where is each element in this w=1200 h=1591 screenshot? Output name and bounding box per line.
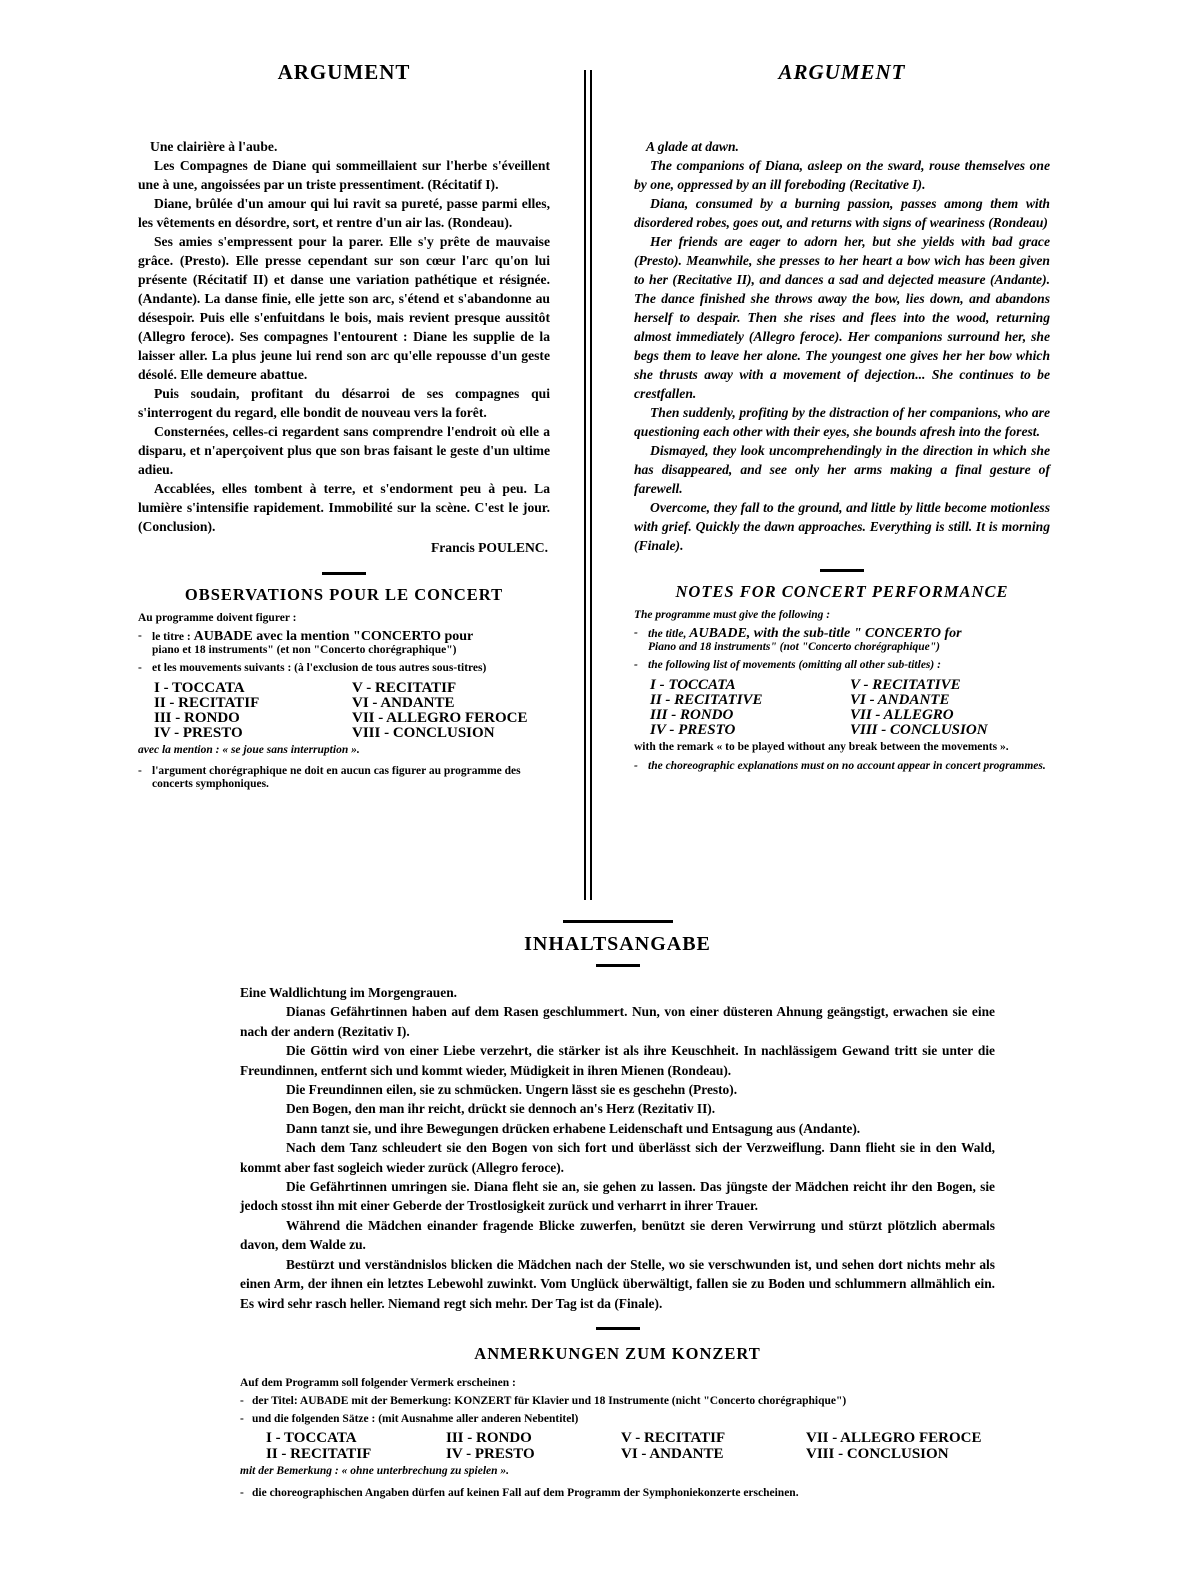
movement-item: VI - ANDANTE (352, 695, 455, 711)
german-paragraph: Während die Mädchen einander fragende Blicke zuwerfen, benützt sie deren Verwirrung und stürzt plötzlich abermals davon, dem Walde zu. (240, 1217, 995, 1253)
german-mention: mit der Bemerkung : « ohne unterbrechung zu spielen ». (240, 1464, 510, 1477)
english-concert-title: NOTES FOR CONCERT PERFORMANCE (675, 582, 1009, 601)
english-paragraph: The companions of Diana, asleep on the sward, rouse themselves one by one, oppressed by an ill foreboding (Recitative I). (634, 158, 1050, 192)
french-bullet-argument: - l'argument chorégraphique ne doit en aucun cas figurer au programme des concerts symphoniques. (138, 765, 550, 791)
french-paragraph: Ses amies s'empressent pour la parer. Elle s'y prête de mauvaise grâce. (Presto). Elle presse cependant sur son cœur l'arc qu'on lui présente (Récitatif II) et danse une variation pathétique et résignée. (Andante). La danse finie, elle jette son arc, s'étend et s'abandonne au désespoir. Puis elle s'enfuitdans le bois, mais revient presque aussitôt (Allegro feroce). Ses compagnes l'entourent : Diane les supplie de la laisser aller. La plus jeune lui rend son arc qu'elle repousse d'un geste désolé. Elle demeure abattue. (138, 234, 550, 382)
english-paragraph: A glade at dawn. (646, 139, 739, 154)
english-bullet-title (634, 627, 1050, 654)
separator (596, 964, 640, 967)
german-paragraph: Die Freundinnen eilen, sie zu schmücken. Ungern lässt sie es geschehn (Presto). (286, 1082, 738, 1098)
movement-item: V - RECITATIVE (850, 677, 961, 693)
signature: Francis POULENC. (430, 540, 548, 555)
english-paragraph: Her friends are eager to adorn her, but she yields with bad grace (Presto). Meanwhile, she presses to her heart a bow wich has been given to her (Recitative II), and dances a sad and dejected measure (Andante). The dance finished she throws away the bow, lies down, and abandons herself to despair. Then she rises and flees into the wood, returning almost immediately (Allegro feroce). Her companions surround her, she begs them to leave her alone. The youngest one gives her her bow which she thrusts away with a movement of dejection... She continues to be crestfallen. (634, 234, 1050, 401)
column-divider-left (584, 70, 586, 900)
english-paragraph: Then suddenly, profiting by the distraction of her companions, who are questioning each other with their eyes, she bounds afresh into the forest. (634, 405, 1050, 439)
german-section (240, 920, 995, 1500)
german-movements-list (266, 1430, 995, 1462)
german-paragraph: Dann tanzt sie, und ihre Bewegungen drücken erhabene Leidenschaft und Entsagung aus (Andante). (286, 1120, 861, 1136)
german-paragraph: Dianas Gefährtinnen haben auf dem Rasen geschlummert. Nun, von einer düsteren Ahnung geängstigt, erwachen sie eine nach der andern (Rezitativ I). (240, 1004, 995, 1039)
french-paragraph: Accablées, elles tombent à terre, et s'endorment peu à peu. La lumière s'intensifie rapidement. Immobilité sur la scène. C'est le jour. (Conclusion). (138, 481, 550, 534)
french-concert-title: OBSERVATIONS POUR LE CONCERT (184, 585, 504, 604)
english-column (634, 60, 1050, 773)
french-title: ARGUMENT (277, 60, 411, 84)
german-concert-intro: Auf dem Programm soll folgender Vermerk erscheinen : (240, 1376, 516, 1389)
movement-item: VI - ANDANTE (850, 692, 950, 708)
german-concert-title: ANMERKUNGEN ZUM KONZERT (474, 1343, 761, 1363)
french-bullet-title-post: piano et 18 instruments" (et non "Concerto chorégraphique") (152, 644, 457, 656)
german-paragraph: Den Bogen, den man ihr reicht, drückt sie dennoch an's Herz (Rezitativ II). (286, 1101, 716, 1117)
movement-item: VI - ANDANTE (621, 1445, 724, 1462)
french-bullet-title-pre: le titre : (152, 631, 194, 643)
column-divider-right (590, 70, 592, 900)
english-bullet-argument: - the choreographic explanations must on no account appear in concert programmes. (634, 760, 1050, 773)
english-bullet-title-pre: the title, (648, 628, 690, 640)
german-paragraph: Bestürzt und verständnislos blicken die Mädchen nach der Stelle, wo sie verschwunden ist, und sehen dort nichts mehr als einen Arm, der ihnen ein letztes Lebewohl zuwinkt. Vom Unglück überwältigt, fallen sie zu Boden und schlummern allmählich ein. Es wird sehr rasch heller. Niemand regt sich mehr. Der Tag ist da (Finale). (240, 1256, 995, 1311)
movement-item: IV - PRESTO (650, 722, 736, 738)
french-bullet-title-main: AUBADE avec la mention "CONCERTO pour (193, 629, 474, 644)
english-bullet-movements: - the following list of movements (omitting all other sub-titles) : (634, 659, 1050, 672)
movement-item: I - TOCCATA (154, 680, 245, 696)
movement-item: V - RECITATIF (352, 680, 457, 696)
movement-item: VII - ALLEGRO FEROCE (352, 710, 528, 726)
french-paragraph: Les Compagnes de Diane qui sommeillaient sur l'herbe s'éveillent une à une, angoissées par un triste pressentiment. (Récitatif I). (138, 158, 550, 192)
separator (563, 920, 673, 923)
english-concert-intro: The programme must give the following : (634, 609, 831, 621)
french-mention: avec la mention : « se joue sans interruption ». (138, 744, 360, 756)
movement-item: III - RONDO (446, 1429, 532, 1446)
movement-item: III - RONDO (650, 707, 734, 723)
english-paragraph: Diana, consumed by a burning passion, passes among them with disordered robes, goes out, and returns with signs of weariness (Rondeau) (634, 196, 1050, 230)
movement-item: VIII - CONCLUSION (806, 1445, 949, 1462)
movement-item: VIII - CONCLUSION (352, 725, 495, 741)
french-column (138, 60, 550, 791)
movement-item: I - TOCCATA (266, 1429, 357, 1446)
movement-item: VII - ALLEGRO (850, 707, 954, 723)
german-bullet-argument: - die choreographischen Angaben dürfen auf keinen Fall auf dem Programm der Symphoniekonzerte erscheinen. (240, 1486, 995, 1500)
french-paragraph: Consternées, celles-ci regardent sans comprendre l'endroit où elle a disparu, et n'aperçoivent plus que son bras faisant le geste d'un ultime adieu. (138, 424, 550, 477)
movement-item: III - RONDO (154, 710, 240, 726)
separator (820, 569, 864, 572)
french-movements-list (154, 681, 550, 741)
french-bullet-title (138, 630, 550, 657)
german-paragraph: Nach dem Tanz schleudert sie den Bogen von sich fort und überlässt sich der Verzweiflung. Dann flieht sie in den Wald, kommt aber fast sogleich wieder zurück (Allegro feroce). (240, 1140, 995, 1175)
english-movements-list (650, 678, 1050, 738)
french-paragraph: Diane, brûlée d'un amour qui lui ravit sa pureté, passe parmi elles, les vêtements en désordre, sort, et rentre d'un air las. (Rondeau). (138, 196, 550, 230)
french-paragraph: Puis soudain, profitant du désarroi de ses compagnes qui s'interrogent du regard, elle bondit de nouveau vers la forêt. (138, 386, 550, 420)
german-bullet-title: - der Titel: AUBADE mit der Bemerkung: KONZERT für Klavier und 18 Instrumente (nicht "Concerto chorégraphique") (240, 1394, 995, 1408)
german-paragraph: Die Göttin wird von einer Liebe verzehrt, die stärker ist als ihre Keuschheit. In nachlässigem Gewand tritt sie unter die Freundinnen, entfernt sich und kommt wieder, Müdigkeit in ihren Mienen (Rondeau). (240, 1043, 995, 1078)
german-paragraph: Eine Waldlichtung im Morgengrauen. (240, 985, 457, 1000)
german-bullet-movements: - und die folgenden Sätze : (mit Ausnahme aller anderen Nebentitel) (240, 1412, 995, 1426)
movement-item: IV - PRESTO (446, 1445, 535, 1462)
movement-item: IV - PRESTO (154, 725, 243, 741)
german-title: INHALTSANGABE (524, 933, 711, 955)
separator (322, 572, 366, 575)
german-paragraph: Die Gefährtinnen umringen sie. Diana fleht sie an, sie gehen zu lassen. Das jüngste der Mädchen reicht ihr den Bogen, sie jedoch stosst ihn mit einer Geberde der Trostlosigkeit zurück und verharrt in ihrer Trauer. (240, 1179, 995, 1214)
movement-item: II - RECITATIVE (650, 692, 763, 708)
separator (596, 1327, 640, 1330)
movement-item: VII - ALLEGRO FEROCE (806, 1429, 982, 1446)
movement-item: I - TOCCATA (650, 677, 736, 693)
french-concert-intro: Au programme doivent figurer : (138, 612, 297, 624)
english-remark: with the remark « to be played without any break between the movements ». (634, 741, 1009, 753)
english-bullet-title-main: AUBADE, with the sub-title " CONCERTO for (689, 626, 962, 641)
movement-item: V - RECITATIF (621, 1429, 726, 1446)
english-paragraph: Dismayed, they look uncomprehendingly in the direction in which she has disappeared, and see only her arms making a final gesture of farewell. (634, 443, 1050, 496)
movement-item: II - RECITATIF (154, 695, 260, 711)
movement-item: II - RECITATIF (266, 1445, 372, 1462)
english-title: ARGUMENT (778, 60, 906, 84)
french-bullet-movements: - et les mouvements suivants : (à l'exclusion de tous autres sous-titres) (138, 662, 550, 675)
movement-item: VIII - CONCLUSION (850, 722, 988, 738)
english-bullet-title-post: Piano and 18 instruments" (not "Concerto chorégraphique") (648, 641, 941, 653)
french-paragraph: Une clairière à l'aube. (150, 139, 278, 154)
english-paragraph: Overcome, they fall to the ground, and little by little become motionless with grief. Quickly the dawn approaches. Everything is still. It is morning (Finale). (634, 500, 1050, 553)
